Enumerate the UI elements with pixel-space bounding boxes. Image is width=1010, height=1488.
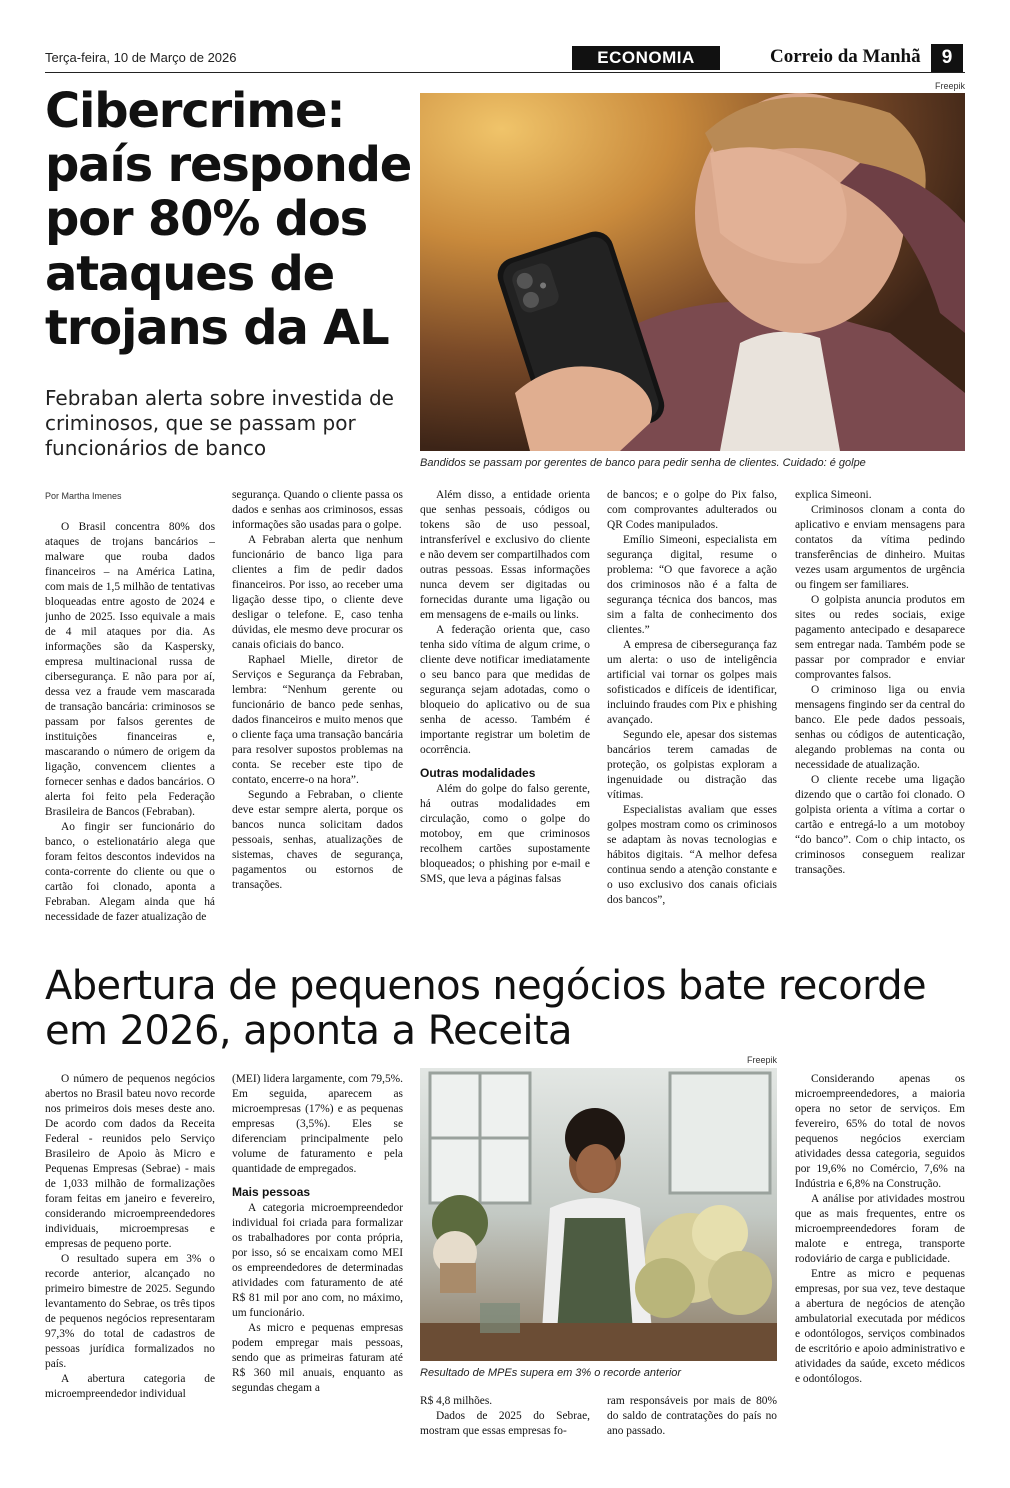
- subhead-mais-pessoas: Mais pessoas: [232, 1185, 311, 1199]
- paragraph: Considerando apenas os microempreendedores, a maioria opera no setor de serviços. Em fevereiro, 65% do total de novos pequenos negócios exerciam atividades dessa categoria, seguidos por 19,6% no Comércio, 7,6% na Indústria e 6,8% na Construção.: [795, 1073, 965, 1190]
- photo-florist-woman: [420, 1068, 777, 1361]
- photo1-caption: Bandidos se passam por gerentes de banco para pedir senha de clientes. Cuidado: é golpe: [420, 457, 866, 469]
- paragraph: O Brasil concentra 80% dos ataques de trojans bancários – malware que rouba dados financeiros – na América Latina, com mais de 1,5 milhão de tentativas bloqueadas entre agosto de 2024 e junho de 2025. Isso equivale a mais de 4 mil ataques por dia. As informações são da Kaspersky, empresa multinacional russa de cibersegurança. E não para por aí, dessa vez a fraude vem mascarada de transação bancária: criminosos se passam por falsos gerentes de instituições financeiras e, mascarando o número de origem da ligação, convencem clientes a fornecer senhas e dados bancários. O alerta foi feito pela Federação Brasileira de Bancos (Febraban).: [45, 521, 215, 818]
- photo2-credit: Freepik: [746, 1055, 777, 1065]
- paragraph: Especialistas avaliam que esses golpes mostram como os criminosos se adaptam às novas tecnologias e hábitos digitais. “A melhor defesa continua sendo a atenção constante e o uso exclusivo dos canais oficiais dos bancos”,: [607, 804, 777, 906]
- paragraph: A Febraban alerta que nenhum funcionário de banco liga para clientes a fim de pedir dados financeiros. Por isso, ao receber uma ligação desse tipo, o cliente deve desligar o telefone. E, caso tenha dúvidas, ele mesmo deve procurar os canais oficiais do banco.: [232, 534, 403, 651]
- paragraph: Além do golpe do falso gerente, há outras modalidades em circulação, como o golpe do motoboy, em que criminosos recolhem cartões supostamente bloqueados; o phishing por e-mail e SMS, que leva a páginas falsas: [420, 783, 590, 885]
- paragraph: Criminosos clonam a conta do aplicativo e enviam mensagens para contatos da vítima pedindo transferências de dinheiro. Muitas vezes usam argumentos de urgência ou fingem ser familiares.: [795, 504, 965, 591]
- paragraph: A federação orienta que, caso tenha sido vítima de algum crime, o cliente deve notificar imediatamente o seu banco para que medidas de segurança sejam adotadas, como o bloqueio do aplicativo ou de sua senha de acesso. Também é importante registrar um boletim de ocorrência.: [420, 624, 590, 756]
- paragraph: Raphael Mielle, diretor de Serviços e Segurança da Febraban, lembra: “Nenhum gerente ou funcionário de banco pede senhas, dados financeiros e muito menos que o cliente faça uma transação bancária para resolver supostos problemas na conta. Se receber este tipo de contato, encerre-o na hora”.: [232, 654, 403, 786]
- article1-column-4: [607, 488, 777, 945]
- subhead-outras-modalidades: Outras modalidades: [420, 766, 536, 780]
- paragraph: de bancos; e o golpe do Pix falso, com comprovantes adulterados ou QR Codes manipulados.: [607, 489, 777, 531]
- paragraph: explica Simeoni.: [795, 489, 872, 501]
- paragraph: O resultado supera em 3% o recorde anterior, alcançado no primeiro bimestre de 2025. Segundo levantamento do Sebrae, os três tipos de pequenos negócios representaram 97,3% do total de cadastros de pessoas jurídica formalizados no país.: [45, 1253, 215, 1370]
- paragraph: Além disso, a entidade orienta que senhas pessoais, códigos ou tokens são de uso pessoal, intransferível e exclusivo do cliente e não devem ser compartilhados com outras pessoas. Essas informações nunca devem ser digitadas ou fornecidas durante uma ligação ou em mensagens de e-mails ou links.: [420, 489, 590, 621]
- page-number: 9: [931, 44, 963, 72]
- section-label: ECONOMIA: [572, 46, 720, 70]
- newspaper-logo: Correio da Manhã: [770, 46, 921, 67]
- article1-column-5: [795, 488, 965, 945]
- article2-column-2: [232, 1072, 403, 1452]
- paragraph: Segundo ele, apesar dos sistemas bancários terem camadas de proteção, os golpistas exploram a ingenuidade ou distração das vítimas.: [607, 729, 777, 801]
- header-rule: [45, 72, 965, 73]
- article1-column-2: [232, 488, 403, 945]
- paragraph: Emílio Simeoni, especialista em segurança digital, resume o problema: “O que favorece a ação dos criminosos não é a falta de segurança técnica dos bancos, mas sim a falta de conhecimento dos clientes.”: [607, 534, 777, 636]
- photo-man-with-phone: [420, 93, 965, 451]
- paragraph: A análise por atividades mostrou que as mais frequentes, entre os microempreendedores foram de malote e entrega, transporte rodoviário de carga e publicidade.: [795, 1193, 965, 1265]
- paragraph: R$ 4,8 milhões.: [420, 1395, 493, 1407]
- paragraph: O número de pequenos negócios abertos no Brasil bateu novo recorde nos primeiros dois meses deste ano. De acordo com dados da Receita Federal - reunidos pelo Serviço Brasileiro de Apoio às Micro e Pequenas Empresas (Sebrae) - mais de 1,033 milhão de formalizações foram feitas em janeiro e fevereiro, considerando microempreendedores individuais, microempresas e empresas de pequeno porte.: [45, 1073, 215, 1250]
- article2-column-3: [420, 1394, 590, 1454]
- article1-subheadline: Febraban alerta sobre investida de criminosos, que se passam por funcionários de banco: [45, 386, 394, 460]
- paragraph: A abertura categoria de microempreendedor individual: [45, 1373, 215, 1400]
- photo2-illustration: [420, 1068, 777, 1361]
- photo1-illustration: [420, 93, 965, 451]
- paragraph: Ao fingir ser funcionário do banco, o estelionatário alega que foram feitos descontos indevidos na conta-corrente do cliente ou que o cartão foi clonado, aponta a Febraban. Alegam ainda que há necessidade de fazer atualização de: [45, 821, 215, 923]
- article2-column-4: [607, 1394, 777, 1454]
- edition-date: Terça-feira, 10 de Março de 2026: [45, 50, 237, 65]
- paragraph: As micro e pequenas empresas podem empregar mais pessoas, sendo que as primeiras faturam até R$ 360 mil anuais, enquanto as segundas chegam a: [232, 1322, 403, 1394]
- article2-headline: Abertura de pequenos negócios bate recorde em 2026, aponta a Receita: [45, 963, 927, 1055]
- paragraph: Dados de 2025 do Sebrae, mostram que essas empresas fo-: [420, 1410, 590, 1437]
- article1-column-1: [45, 520, 215, 945]
- paragraph: O cliente recebe uma ligação dizendo que o cartão foi clonado. O golpista orienta a vítima a cortar o cartão e entregá-lo a um motoboy “do banco”. Com o chip intacto, os criminosos conseguem realizar transações.: [795, 774, 965, 876]
- paragraph: (MEI) lidera largamente, com 79,5%. Em seguida, aparecem as microempresas (17%) e as pequenas empresas (3,5%). Eles se diferenciam principalmente pelo volume de faturamento e pela quantidade de empregados.: [232, 1073, 403, 1175]
- paragraph: Segundo a Febraban, o cliente deve estar sempre alerta, porque os bancos nunca solicitam dados pessoais, senhas, atualizações de sistemas, chaves de segurança, pagamentos ou estornos de transações.: [232, 789, 403, 891]
- paragraph: ram responsáveis por mais de 80% do saldo de contratações do país no ano passado.: [607, 1395, 777, 1437]
- article1-column-3: [420, 488, 590, 945]
- paragraph: Entre as micro e pequenas empresas, por sua vez, teve destaque a abertura de negócios de atenção ambulatorial executada por médicos e odontólogos, serviços combinados de escritório e apoio administrativo e atividades da saúde, exceto médicos e odontólogos.: [795, 1268, 965, 1385]
- paragraph: O golpista anuncia produtos em sites ou redes sociais, exige pagamento antecipado e desaparece sem entregar nada. Também pode se passar por comprador e enviar comprovantes falsos.: [795, 594, 965, 681]
- article2-column-5: [795, 1072, 965, 1452]
- article1-byline: Por Martha Imenes: [45, 491, 122, 501]
- paragraph: A empresa de cibersegurança faz um alerta: o uso de inteligência artificial vai tornar os golpes mais sofisticados e difíceis de identificar, incluindo fraudes com Pix e phishing avançado.: [607, 639, 777, 726]
- paragraph: A categoria microempreendedor individual foi criada para formalizar os trabalhadores por conta própria, por isso, só se encaixam como MEI os empreendedores de determinadas atividades com faturamento de até R$ 81 mil por ano com, no máximo, um funcionário.: [232, 1202, 403, 1319]
- photo2-caption: Resultado de MPEs supera em 3% o recorde anterior: [420, 1367, 682, 1379]
- article1-headline: Cibercrime: país responde por 80% dos ataques de trojans da AL: [45, 83, 412, 356]
- paragraph: segurança. Quando o cliente passa os dados e senhas aos criminosos, essas informações são usadas para o golpe.: [232, 489, 403, 531]
- article2-column-1: [45, 1072, 215, 1452]
- paragraph: O criminoso liga ou envia mensagens fingindo ser da central do banco. Ele pede dados pessoais, senhas ou códigos de autenticação, alegando problemas na conta ou necessidade de atualização.: [795, 684, 965, 771]
- photo1-credit: Freepik: [934, 81, 965, 91]
